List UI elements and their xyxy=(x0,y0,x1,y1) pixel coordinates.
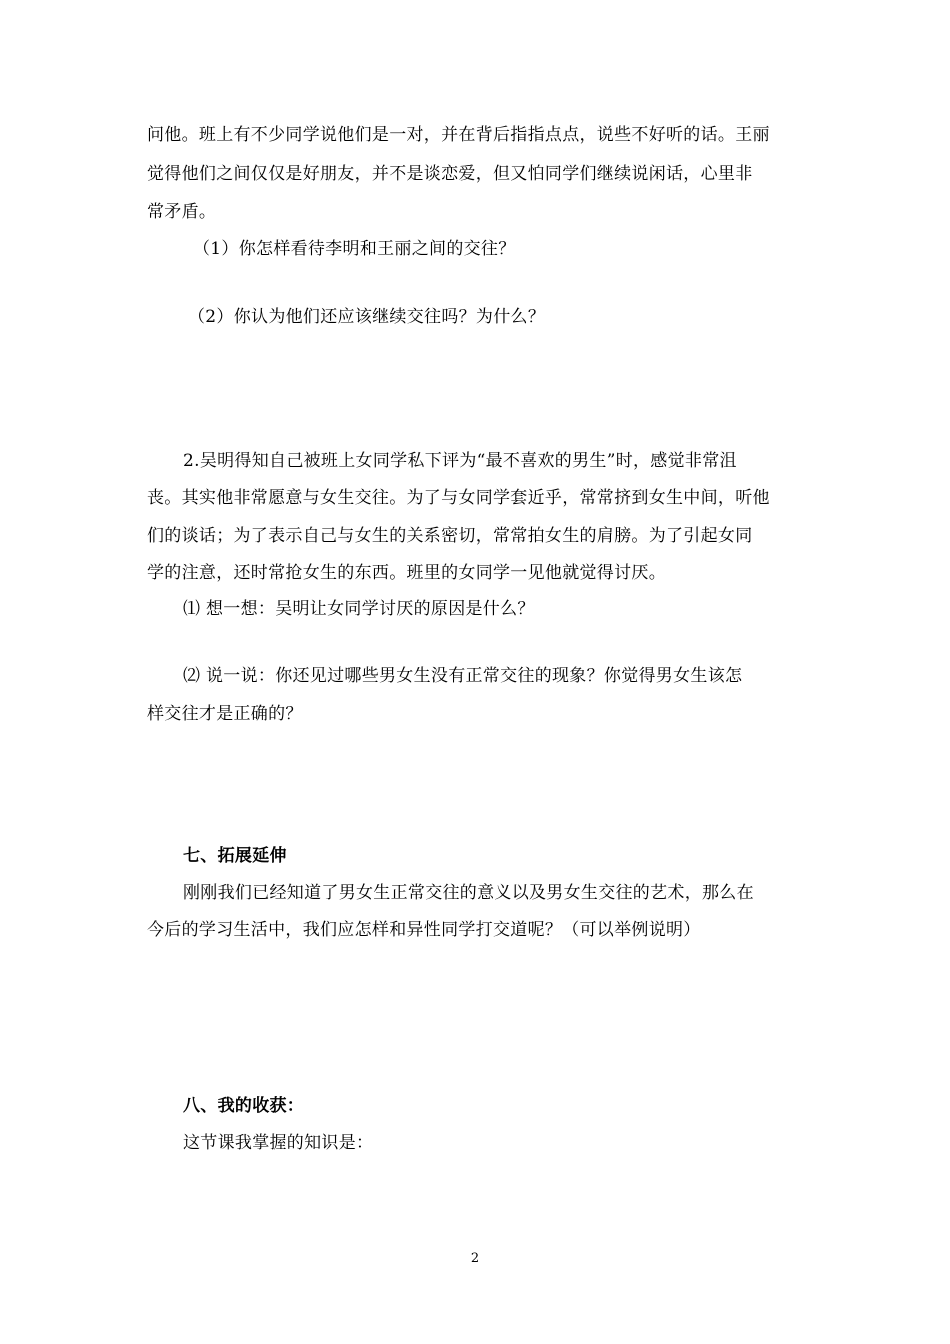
case-2-line: 丧。其实他非常愿意与女生交往。为了与女同学套近乎，常常挤到女生中间，听他 xyxy=(147,488,770,508)
question-1: （1）你怎样看待李明和王丽之间的交往？ xyxy=(193,239,516,259)
case-2-line: 2.吴明得知自己被班上女同学私下评为“最不喜欢的男生”时，感觉非常沮 xyxy=(183,451,737,471)
question-2: （2）你认为他们还应该继续交往吗？为什么？ xyxy=(188,307,546,327)
section-heading-harvest: 八、我的收获： xyxy=(183,1096,305,1116)
page-number: 2 xyxy=(470,1251,480,1266)
discuss-question-cont: 样交往才是正确的？ xyxy=(147,704,303,724)
think-question: ⑴ 想一想：吴明让女同学讨厌的原因是什么？ xyxy=(183,599,535,619)
paragraph-line: 问他。班上有不少同学说他们是一对，并在背后指指点点，说些不好听的话。王丽 xyxy=(147,125,770,145)
case-2-line: 学的注意，还时常抢女生的东西。班里的女同学一见他就觉得讨厌。 xyxy=(147,563,666,583)
extension-line: 今后的学习生活中，我们应怎样和异性同学打交道呢？（可以举例说明） xyxy=(147,920,701,940)
harvest-prompt: 这节课我掌握的知识是： xyxy=(183,1133,374,1153)
section-heading-extension: 七、拓展延伸 xyxy=(183,846,287,866)
discuss-question: ⑵ 说一说：你还见过哪些男女生没有正常交往的现象？你觉得男女生该怎 xyxy=(183,666,743,686)
paragraph-line: 觉得他们之间仅仅是好朋友，并不是谈恋爱，但又怕同学们继续说闲话，心里非 xyxy=(147,164,753,184)
paragraph-line: 常矛盾。 xyxy=(147,202,217,222)
extension-line: 刚刚我们已经知道了男女生正常交往的意义以及男女生交往的艺术，那么在 xyxy=(183,883,754,903)
case-2-line: 们的谈话；为了表示自己与女生的关系密切，常常拍女生的肩膀。为了引起女同 xyxy=(147,526,753,546)
